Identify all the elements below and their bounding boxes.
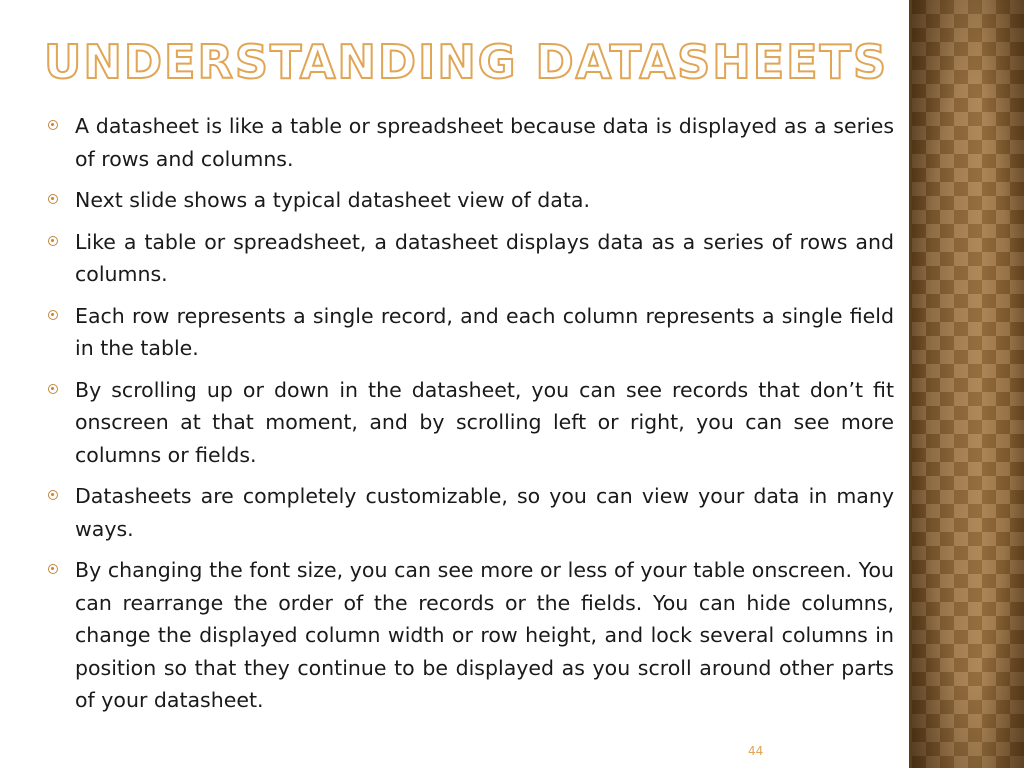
slide-title: UNDERSTANDING DATASHEETS bbox=[44, 35, 889, 89]
bullet-text: A datasheet is like a table or spreadsheet because data is displayed as a series of rows and columns. bbox=[75, 114, 894, 171]
bullet-text: Datasheets are completely customizable, so you can view your data in many ways. bbox=[75, 484, 894, 541]
bullet-item bbox=[44, 110, 894, 175]
bullet-item bbox=[44, 480, 894, 545]
bullet-item bbox=[44, 554, 894, 717]
circle-dot-bullet-icon bbox=[48, 310, 58, 320]
circle-dot-bullet-icon bbox=[48, 194, 58, 204]
bullet-text: Next slide shows a typical datasheet view of data. bbox=[75, 188, 590, 212]
bullet-item bbox=[44, 300, 894, 365]
page-number: 44 bbox=[748, 744, 764, 758]
bullet-item bbox=[44, 226, 894, 291]
bullet-list bbox=[44, 110, 894, 726]
bullet-text: Like a table or spreadsheet, a datasheet displays data as a series of rows and columns. bbox=[75, 229, 894, 286]
circle-dot-bullet-icon bbox=[48, 236, 58, 246]
decorative-side-panel bbox=[912, 0, 1024, 768]
circle-dot-bullet-icon bbox=[48, 120, 58, 130]
circle-dot-bullet-icon bbox=[48, 564, 58, 574]
bullet-text: Each row represents a single record, and each column represents a single field in the table. bbox=[75, 303, 894, 360]
circle-dot-bullet-icon bbox=[48, 384, 58, 394]
bullet-text: By scrolling up or down in the datasheet, you can see records that don’t fit onscreen at that moment, and by scrolling left or right, you can see more columns or fields. bbox=[75, 377, 894, 467]
bullet-item bbox=[44, 184, 894, 217]
circle-dot-bullet-icon bbox=[48, 490, 58, 500]
bullet-text: By changing the font size, you can see more or less of your table onscreen. You can rearrange the order of the records or the fields. You can hide columns, change the displayed column width or row height, and lock several columns in position so that they continue to be displayed as you scroll around other parts of your datasheet. bbox=[75, 558, 894, 712]
bullet-item bbox=[44, 374, 894, 472]
